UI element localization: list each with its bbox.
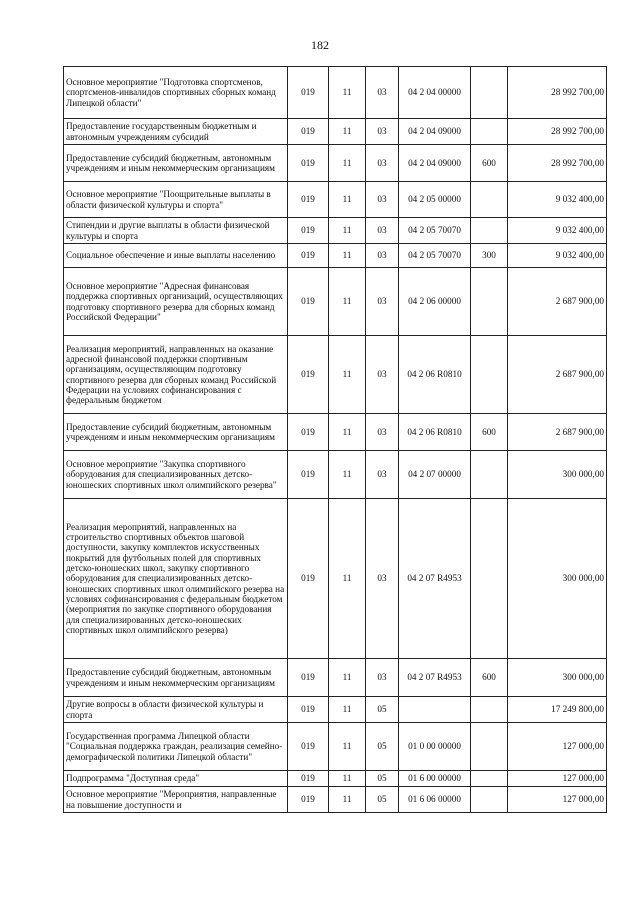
- row-target-article-cell: 04 2 05 00000: [399, 182, 471, 218]
- row-subsection-cell: 03: [366, 218, 399, 244]
- row-target-article-cell: 04 2 04 09000: [399, 145, 471, 182]
- row-admin-code-cell: 019: [288, 723, 329, 771]
- row-subsection-cell: 03: [366, 659, 399, 697]
- row-section-cell: 11: [329, 145, 366, 182]
- row-name-cell: Подпрограмма "Доступная среда": [64, 771, 288, 787]
- row-subsection-cell: 03: [366, 268, 399, 336]
- row-admin-code-cell: 019: [288, 659, 329, 697]
- row-target-article-cell: 04 2 06 R0810: [399, 336, 471, 414]
- row-name-cell: Другие вопросы в области физической культуры и спорта: [64, 697, 288, 723]
- row-section-cell: 11: [329, 451, 366, 499]
- row-section-cell: 11: [329, 218, 366, 244]
- row-name-cell: Государственная программа Липецкой области "Социальная поддержка граждан, реализация семейно-демографической политики Липецкой области": [64, 723, 288, 771]
- row-amount-cell: 300 000,00: [508, 451, 607, 499]
- row-amount-cell: 300 000,00: [508, 499, 607, 659]
- row-expense-type-cell: 600: [471, 414, 508, 451]
- row-target-article-cell: 04 2 06 R0810: [399, 414, 471, 451]
- row-amount-cell: 300 000,00: [508, 659, 607, 697]
- row-subsection-cell: 03: [366, 336, 399, 414]
- row-target-article-cell: 04 2 07 00000: [399, 451, 471, 499]
- row-admin-code-cell: 019: [288, 182, 329, 218]
- row-name-cell: Основное мероприятие "Поощрительные выплаты в области физической культуры и спорта": [64, 182, 288, 218]
- row-expense-type-cell: 600: [471, 145, 508, 182]
- table-row: [64, 119, 607, 145]
- row-subsection-cell: 03: [366, 119, 399, 145]
- table-row: [64, 451, 607, 499]
- row-admin-code-cell: 019: [288, 787, 329, 813]
- row-admin-code-cell: 019: [288, 697, 329, 723]
- row-section-cell: 11: [329, 659, 366, 697]
- row-target-article-cell: 04 2 07 R4953: [399, 499, 471, 659]
- row-admin-code-cell: 019: [288, 218, 329, 244]
- row-subsection-cell: 03: [366, 145, 399, 182]
- row-section-cell: 11: [329, 723, 366, 771]
- row-subsection-cell: 03: [366, 67, 399, 119]
- row-admin-code-cell: 019: [288, 268, 329, 336]
- row-admin-code-cell: 019: [288, 499, 329, 659]
- row-subsection-cell: 03: [366, 414, 399, 451]
- row-target-article-cell: 04 2 04 00000: [399, 67, 471, 119]
- row-admin-code-cell: 019: [288, 414, 329, 451]
- table-row: [64, 499, 607, 659]
- row-section-cell: 11: [329, 244, 366, 268]
- row-subsection-cell: 05: [366, 787, 399, 813]
- row-target-article-cell: 04 2 04 09000: [399, 119, 471, 145]
- row-expense-type-cell: [471, 451, 508, 499]
- row-section-cell: 11: [329, 787, 366, 813]
- row-name-cell: Социальное обеспечение и иные выплаты населению: [64, 244, 288, 268]
- row-subsection-cell: 03: [366, 182, 399, 218]
- row-name-cell: Основное мероприятие "Закупка спортивного оборудования для специализированных детско-юношеских спортивных школ олимпийского резерва": [64, 451, 288, 499]
- table-row: [64, 67, 607, 119]
- row-target-article-cell: 04 2 05 70070: [399, 244, 471, 268]
- row-admin-code-cell: 019: [288, 771, 329, 787]
- row-expense-type-cell: [471, 771, 508, 787]
- row-amount-cell: 127 000,00: [508, 723, 607, 771]
- row-name-cell: Предоставление субсидий бюджетным, автономным учреждениям и иным некоммерческим организациям: [64, 659, 288, 697]
- row-amount-cell: 2 687 900,00: [508, 336, 607, 414]
- page-number: 182: [311, 38, 329, 52]
- table-row: [64, 145, 607, 182]
- row-section-cell: 11: [329, 499, 366, 659]
- table-row: [64, 336, 607, 414]
- row-section-cell: 11: [329, 182, 366, 218]
- row-subsection-cell: 03: [366, 451, 399, 499]
- row-target-article-cell: [399, 697, 471, 723]
- row-expense-type-cell: [471, 67, 508, 119]
- row-target-article-cell: 04 2 06 00000: [399, 268, 471, 336]
- table-row: [64, 268, 607, 336]
- row-name-cell: Реализация мероприятий, направленных на строительство спортивных объектов шаговой доступности, закупку комплектов искусственных покрытий для футбольных полей для спортивных детско-юношеских школ, закупку спортивного оборудования для специализированных детско-юношеских спортивных школ олимпийского резерва на условиях софинансирования с федеральным бюджетом (мероприятия по закупке спортивного оборудования для специализированных детско-юношеских спортивных школ олимпийского резерва): [64, 499, 288, 659]
- row-section-cell: 11: [329, 414, 366, 451]
- row-target-article-cell: 01 6 00 00000: [399, 771, 471, 787]
- row-target-article-cell: 04 2 05 70070: [399, 218, 471, 244]
- row-name-cell: Основное мероприятие "Мероприятия, направленные на повышение доступности и: [64, 787, 288, 813]
- table-row: [64, 218, 607, 244]
- row-amount-cell: 127 000,00: [508, 787, 607, 813]
- row-name-cell: Предоставление субсидий бюджетным, автономным учреждениям и иным некоммерческим организациям: [64, 145, 288, 182]
- budget-table-body: [64, 67, 607, 813]
- row-amount-cell: 28 992 700,00: [508, 119, 607, 145]
- row-section-cell: 11: [329, 268, 366, 336]
- row-amount-cell: 9 032 400,00: [508, 244, 607, 268]
- row-amount-cell: 9 032 400,00: [508, 218, 607, 244]
- row-section-cell: 11: [329, 336, 366, 414]
- row-name-cell: Основное мероприятие "Адресная финансовая поддержка спортивных организаций, осуществляющих подготовку спортивного резерва для сборных команд Российской Федерации": [64, 268, 288, 336]
- row-subsection-cell: 05: [366, 771, 399, 787]
- row-admin-code-cell: 019: [288, 145, 329, 182]
- row-target-article-cell: 01 6 06 00000: [399, 787, 471, 813]
- row-admin-code-cell: 019: [288, 336, 329, 414]
- row-name-cell: Реализация мероприятий, направленных на оказание адресной финансовой поддержки спортивным организациям, осуществляющим подготовку спортивного резерва для сборных команд Российской Федерации на условиях софинансирования с федеральным бюджетом: [64, 336, 288, 414]
- row-admin-code-cell: 019: [288, 67, 329, 119]
- row-amount-cell: 28 992 700,00: [508, 145, 607, 182]
- table-row: [64, 182, 607, 218]
- row-amount-cell: 127 000,00: [508, 771, 607, 787]
- table-row: [64, 244, 607, 268]
- row-subsection-cell: 05: [366, 723, 399, 771]
- row-expense-type-cell: [471, 336, 508, 414]
- row-name-cell: Предоставление субсидий бюджетным, автономным учреждениям и иным некоммерческим организациям: [64, 414, 288, 451]
- row-section-cell: 11: [329, 119, 366, 145]
- row-expense-type-cell: 600: [471, 659, 508, 697]
- row-expense-type-cell: [471, 787, 508, 813]
- row-amount-cell: 2 687 900,00: [508, 414, 607, 451]
- row-expense-type-cell: 300: [471, 244, 508, 268]
- budget-table: [63, 66, 607, 813]
- row-amount-cell: 9 032 400,00: [508, 182, 607, 218]
- row-name-cell: Предоставление государственным бюджетным и автономным учреждениям субсидий: [64, 119, 288, 145]
- table-row: [64, 697, 607, 723]
- row-expense-type-cell: [471, 182, 508, 218]
- row-subsection-cell: 03: [366, 244, 399, 268]
- table-row: [64, 659, 607, 697]
- table-row: [64, 771, 607, 787]
- row-expense-type-cell: [471, 723, 508, 771]
- row-name-cell: Стипендии и другие выплаты в области физической культуры и спорта: [64, 218, 288, 244]
- row-expense-type-cell: [471, 697, 508, 723]
- row-section-cell: 11: [329, 771, 366, 787]
- row-name-cell: Основное мероприятие "Подготовка спортсменов, спортсменов-инвалидов спортивных сборных команд Липецкой области": [64, 67, 288, 119]
- row-subsection-cell: 05: [366, 697, 399, 723]
- row-amount-cell: 17 249 800,00: [508, 697, 607, 723]
- table-row: [64, 414, 607, 451]
- row-subsection-cell: 03: [366, 499, 399, 659]
- row-section-cell: 11: [329, 697, 366, 723]
- row-amount-cell: 2 687 900,00: [508, 268, 607, 336]
- table-row: [64, 723, 607, 771]
- row-admin-code-cell: 019: [288, 451, 329, 499]
- row-expense-type-cell: [471, 499, 508, 659]
- row-expense-type-cell: [471, 218, 508, 244]
- row-target-article-cell: 01 0 00 00000: [399, 723, 471, 771]
- row-admin-code-cell: 019: [288, 244, 329, 268]
- row-amount-cell: 28 992 700,00: [508, 67, 607, 119]
- row-section-cell: 11: [329, 67, 366, 119]
- row-target-article-cell: 04 2 07 R4953: [399, 659, 471, 697]
- table-row: [64, 787, 607, 813]
- row-expense-type-cell: [471, 119, 508, 145]
- row-expense-type-cell: [471, 268, 508, 336]
- row-admin-code-cell: 019: [288, 119, 329, 145]
